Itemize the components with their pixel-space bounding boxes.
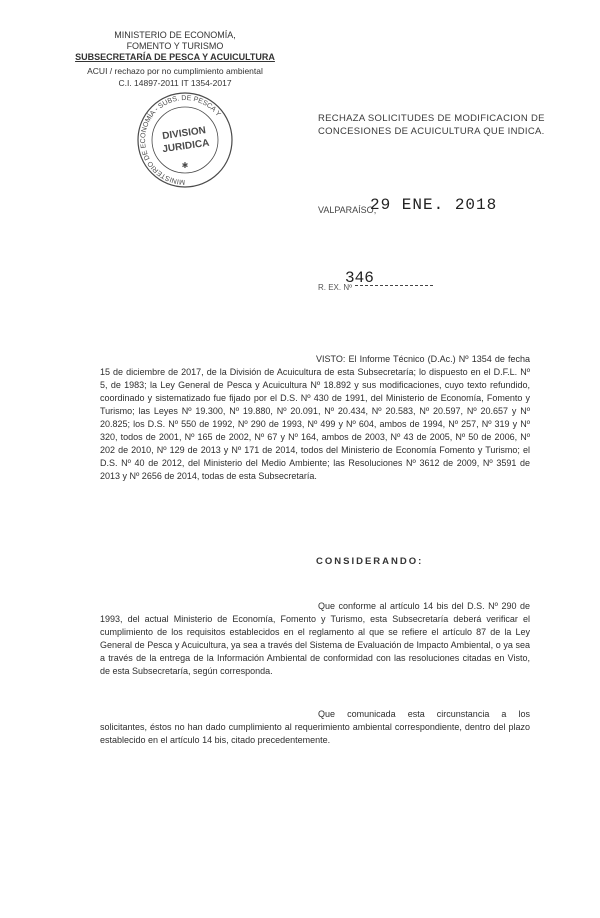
reference-line1: ACUI / rechazo por no cumplimiento ambiental [87,66,263,76]
ministry-name-line1: MINISTERIO DE ECONOMÍA, [114,30,236,40]
stamp-star-icon: ✱ [181,161,189,170]
stamp-line1: DIVISION [161,125,207,143]
resolution-number-underline [355,285,433,286]
stamp-line2: JURIDICA [161,137,211,156]
resolution-number: 346 [345,269,374,287]
division-juridica-stamp [130,88,240,188]
subsecretaria-name: SUBSECRETARÍA DE PESCA Y ACUICULTURA [75,52,275,62]
resolution-subject: RECHAZA SOLICITUDES DE MODIFICACION DE CONCESIONES DE ACUICULTURA QUE INDICA. [318,113,545,137]
reference-line2: C.I. 14897-2011 IT 1354-2017 [118,78,232,88]
visto-paragraph: VISTO: El Informe Técnico (D.Ac.) Nº 1354 de fecha 15 de diciembre de 2017, de la División de Acuicultura de esta Subsecretaría; lo dispuesto en el D.F.L. Nº 5, de 1983; la Ley General de Pesca y Acuicultura Nº 18.892 y sus modificaciones, cuyo texto refundido, coordinado y sistematizado fue fijado por el D.S. Nº 430 de 1991, del Ministerio de Economía, Fomento y Turismo; las Leyes Nº 19.300, Nº 19.880, Nº 20.091, Nº 20.434, Nº 20.583, Nº 20.597, Nº 20.657 y Nº 20.825; los D.S. Nº 550 de 1992, Nº 290 de 1993, Nº 499 y Nº 604, ambos de 1994, Nº 257, Nº 319 y Nº 320, todos de 2001, Nº 165 de 2002, Nº 67 y Nº 164, ambos de 2003, Nº 43 de 2005, Nº 50 de 2006, Nº 202 de 2010, Nº 129 de 2013 y Nº 171 de 2014, todos del Ministerio de Economía Fomento y Turismo; el D.S. Nº 40 de 2012, del Ministerio del Medio Ambiente; las Resoluciones Nº 3612 de 2009, Nº 3591 de 2013 y Nº 2656 de 2014, todas de esta Subsecretaría. [100,354,530,481]
considerando-heading: CONSIDERANDO: [316,556,424,567]
ministry-name-line2: FOMENTO Y TURISMO [126,41,224,51]
resolution-number-label: R. EX. Nº [318,283,353,292]
stamp-ring-text: MINISTERIO DE ECONOMÍA - SUBS. DE PESCA Y [140,94,222,186]
resolution-date: 29 ENE. 2018 [370,196,498,214]
considerando-paragraph-1: Que conforme al artículo 14 bis del D.S. Nº 290 de 1993, del actual Ministerio de Economía, Fomento y Turismo, esta Subsecretaría deberá verificar el cumplimiento de los requisitos establecidos en el reglamento al que se refiere el artículo 87 de la Ley General de Pesca y Acuicultura, ya sea a través del Sistema de Evaluación de Impacto Ambiental, o ya sea a través de la entrega de la Información Ambiental de conformidad con las resoluciones citadas en Visto, de esta Subsecretaría, según corresponda. [100,601,530,676]
place-label: VALPARAÍSO, [318,205,377,215]
considerando-paragraph-2: Que comunicada esta circunstancia a los solicitantes, éstos no han dado cumplimiento al requerimiento ambiental correspondiente, dentro del plazo establecido en el artículo 14 bis, citado precedentemente. [100,709,530,745]
